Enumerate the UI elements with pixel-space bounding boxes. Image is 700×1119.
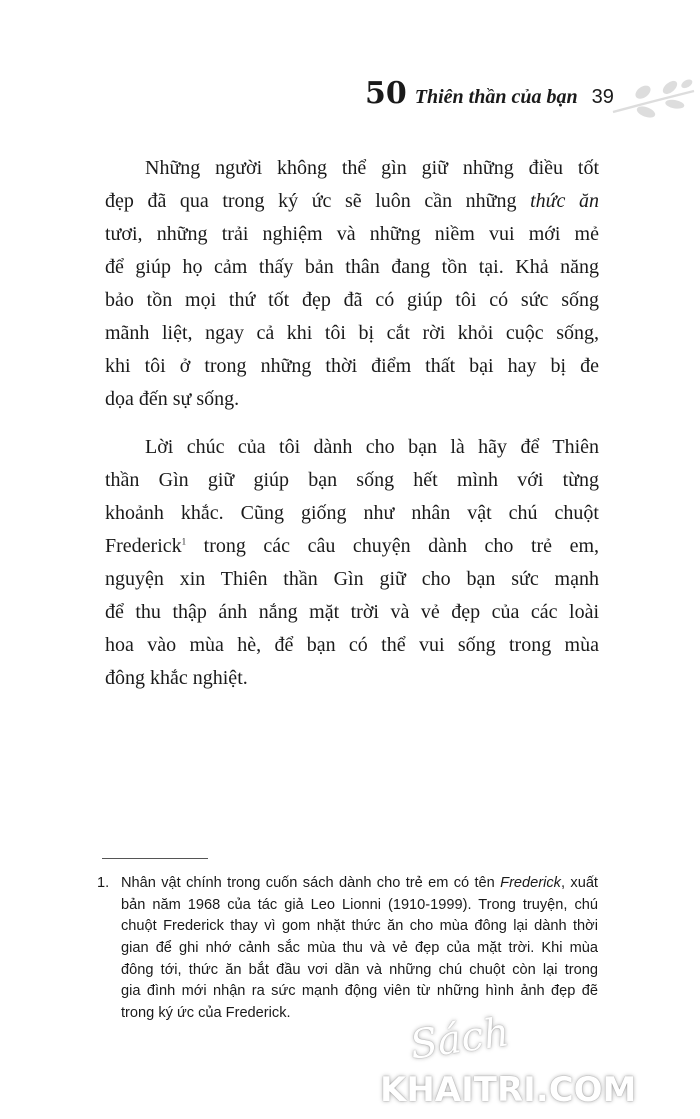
text-line: Frederick$^1$ trong các câu chuyện dành cho trẻ em, (105, 535, 599, 557)
text-line: Những người không thể gìn giữ những điều tốt (145, 157, 599, 179)
footnote-line: đông tới, thức ăn bắt đầu vơi dần và những chú chuột còn lại trong (121, 961, 598, 978)
footnote-line: gian để ghi nhớ cảnh sắc mùa thu và vẻ đẹp của mặt trời. Khi mùa (121, 940, 598, 957)
footnote-divider (102, 858, 208, 859)
watermark-logo (380, 1009, 680, 1115)
text-line: thần Gìn giữ giúp bạn sống hết mình với từng (105, 469, 599, 491)
book-title-number: 50 (365, 76, 407, 111)
text-line: để giúp họ cảm thấy bản thân đang tồn tại. Khả năng (105, 256, 599, 278)
text-line: để thu thập ánh nắng mặt trời và vẻ đẹp của các loài (105, 601, 599, 623)
text-line: đông khắc nghiệt. (105, 667, 248, 689)
text-line: khi tôi ở trong những thời điểm thất bại hay bị đe (105, 355, 599, 377)
text-line: Lời chúc của tôi dành cho bạn là hãy để Thiên (145, 436, 599, 458)
watermark-brand: KHAITRI.COM (380, 1070, 637, 1110)
footnote-reference[interactable]: 1 (181, 536, 187, 547)
text-line: hoa vào mùa hè, để bạn có thể vui sống trong mùa (105, 634, 599, 656)
text-line: bảo tồn mọi thứ tốt đẹp đã có giúp tôi có sức sống (105, 289, 599, 311)
paragraph-1 (105, 152, 599, 416)
watermark-script: Sách (407, 1009, 513, 1069)
footnote-line: bản năm 1968 của tác giả Leo Lionni (1910-1999). Trong truyện, chú (121, 896, 598, 913)
leaf-ornament-icon (610, 70, 700, 130)
book-title: Thiên thần của bạn (414, 86, 578, 108)
text-line: dọa đến sự sống. (105, 388, 240, 410)
footnote-line: trong ký ức của Frederick. (121, 1005, 291, 1022)
footnote-line: chuột Frederick thay vì gom nhặt thức ăn cho mùa đông lại dành thời (121, 918, 598, 935)
text-line: mãnh liệt, ngay cả khi tôi bị cắt rời khỏi cuộc sống, (105, 322, 599, 344)
page-number: 39 (591, 86, 614, 108)
text-line: nguyện xin Thiên thần Gìn giữ cho bạn sức mạnh (105, 568, 599, 590)
running-header (365, 76, 614, 116)
footnote-number: 1. (97, 875, 110, 891)
text-line: tươi, những trải nghiệm và những niềm vui mới mẻ (105, 223, 599, 245)
footnote-line: gia đình mới nhận ra sức mạnh động viên từ những hình ảnh đẹp đẽ (121, 983, 598, 1000)
paragraph-2 (105, 431, 599, 695)
text-line: đẹp đã qua trong ký ức sẽ luôn cần những thức ăn (105, 190, 600, 212)
footnote-line: Nhân vật chính trong cuốn sách dành cho trẻ em có tên Frederick, xuất (121, 875, 598, 891)
text-line: khoảnh khắc. Cũng giống như nhân vật chú chuột (105, 502, 599, 524)
